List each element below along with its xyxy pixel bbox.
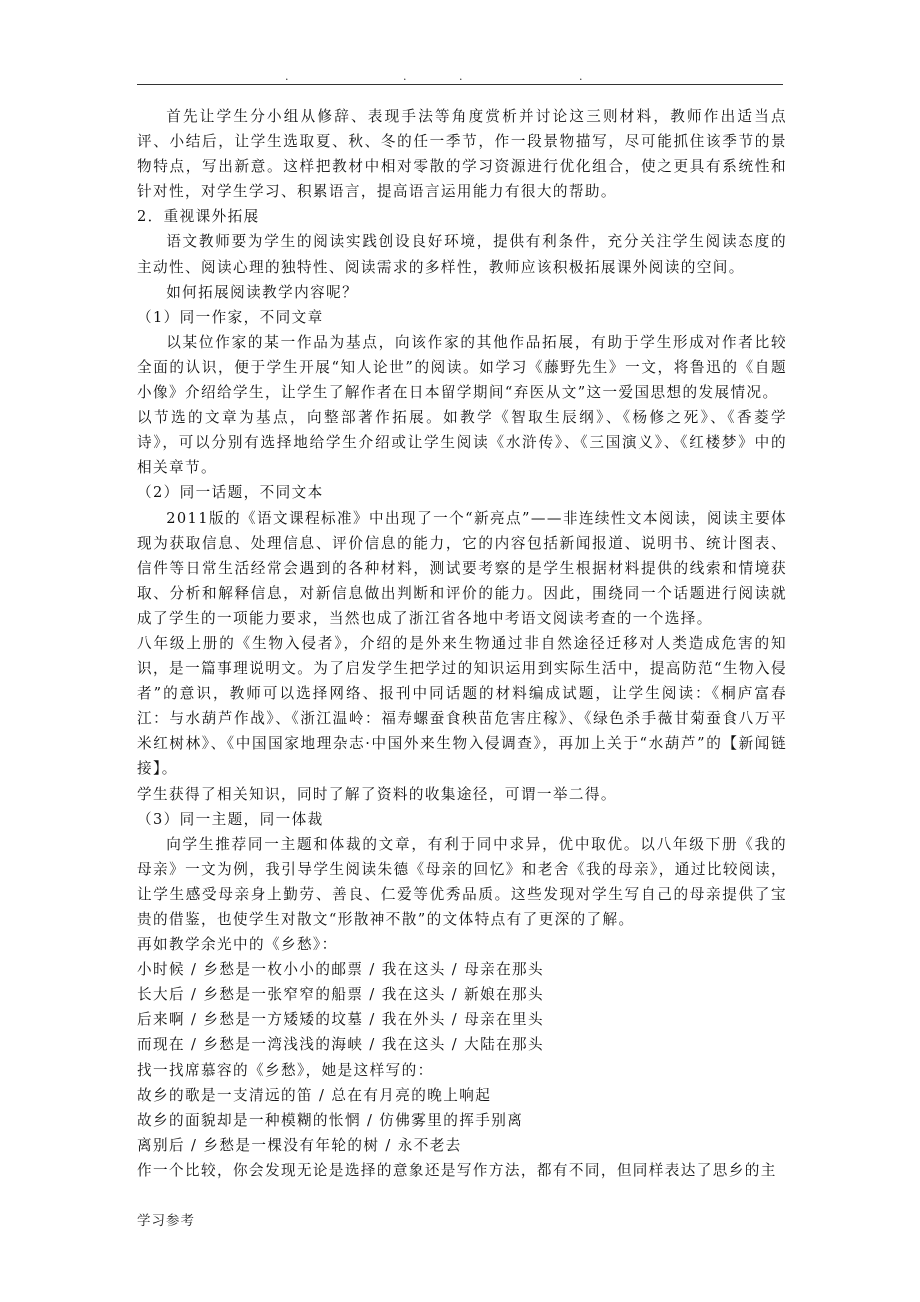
paragraph: （2）同一话题，不同文本 [137, 484, 324, 502]
paragraph: 如何拓展阅读教学内容呢？ [166, 283, 359, 301]
paragraph: 学生获得了相关知识，同时了解了资料的收集途径，可谓一举二得。 [137, 785, 617, 803]
header-dots [137, 72, 783, 82]
header-dot: . [579, 70, 583, 83]
paragraph: 故乡的歌是一支清远的笛 / 总在有月亮的晚上响起 [137, 1086, 492, 1104]
paragraph: 找一找席慕容的《乡愁》，她是这样写的： [137, 1061, 434, 1079]
paragraph: 再如教学余光中的《乡愁》： [137, 936, 338, 954]
paragraph: 2．重视课外拓展 [137, 208, 260, 226]
document-body [137, 104, 787, 1183]
page-header [137, 58, 783, 85]
paragraph: 后来啊 / 乡愁是一方矮矮的坟墓 / 我在外头 / 母亲在里头 [137, 1011, 545, 1029]
paragraph: （1）同一作家，不同文章 [137, 308, 324, 326]
paragraph: 而现在 / 乡愁是一湾浅浅的海峡 / 我在这头 / 大陆在那头 [137, 1036, 545, 1054]
paragraph: 八年级上册的《生物入侵者》，介绍的是外来生物通过非自然途径迁移对人类造成危害的知识，是一篇事理说明文。为了启发学生把学过的知识运用到实际生活中，提高防范“生物入侵者”的意识，教师可以选择网络、报刊中同话题的材料编成试题，让学生阅读：《桐庐富春江：与水葫芦作战》、《浙江温岭：福寿螺蚕食秧苗危害庄稼》、《绿色杀手薇甘菊蚕食八万平米红树林》、《中国国家地理杂志·中国外来生物入侵调查》，再加上关于“水葫芦”的【新闻链接】。 [137, 634, 787, 778]
paragraph: 故乡的面貌却是一种模糊的怅惘 / 仿佛雾里的挥手别离 [137, 1111, 524, 1129]
paragraph: 以某位作家的某一作品为基点，向该作家的其他作品拓展，有助于学生形成对作者比较全面的认识，便于学生开展“知人论世”的阅读。如学习《藤野先生》一文，将鲁迅的《自题小像》介绍给学生，让学生了解作者在日本留学期间“弃医从文”这一爱国思想的发展情况。 [137, 333, 787, 402]
header-dot: . [403, 70, 407, 83]
paragraph: 2011版的《语文课程标准》中出现了一个“新亮点”——非连续性文本阅读，阅读主要体现为获取信息、处理信息、评价信息的能力，它的内容包括新闻报道、说明书、统计图表、信件等日常生活经常会遇到的各种材料，测试要考察的是学生根据材料提供的线索和情境获取、分析和解释信息，对新信息做出判断和评价的能力。因此，围绕同一个话题进行阅读就成了学生的一项能力要求，当然也成了浙江省各地中考语文阅读考查的一个选择。 [137, 509, 787, 627]
paragraph: （3）同一主题，同一体裁 [137, 810, 324, 828]
paragraph: 语文教师要为学生的阅读实践创设良好环境，提供有利条件，充分关注学生阅读态度的主动性、阅读心理的独特性、阅读需求的多样性，教师应该积极拓展课外阅读的空间。 [137, 233, 787, 276]
page-footer: 学习参考 [137, 1213, 195, 1229]
paragraph: 作一个比较，你会发现无论是选择的意象还是写作方法，都有不同，但同样表达了思乡的主 [137, 1161, 777, 1179]
paragraph: 离别后 / 乡愁是一棵没有年轮的树 / 永不老去 [137, 1136, 462, 1154]
header-dot: . [459, 70, 463, 83]
header-dot: . [285, 70, 289, 83]
paragraph: 小时候 / 乡愁是一枚小小的邮票 / 我在这头 / 母亲在那头 [137, 961, 545, 979]
paragraph: 以节选的文章为基点，向整部著作拓展。如教学《智取生辰纲》、《杨修之死》、《香菱学诗》，可以分别有选择地给学生介绍或让学生阅读《水浒传》、《三国演义》、《红楼梦》中的相关章节。 [137, 409, 787, 477]
paragraph: 首先让学生分小组从修辞、表现手法等角度赏析并讨论这三则材料，教师作出适当点评、小结后，让学生选取夏、秋、冬的任一季节，作一段景物描写，尽可能抓住该季节的景物特点，写出新意。这样把教材中相对零散的学习资源进行优化组合，使之更具有系统性和针对性，对学生学习、积累语言，提高语言运用能力有很大的帮助。 [137, 108, 787, 201]
paragraph: 向学生推荐同一主题和体裁的文章，有利于同中求异，优中取优。以八年级下册《我的母亲》一文为例，我引导学生阅读朱德《母亲的回忆》和老舍《我的母亲》，通过比较阅读，让学生感受母亲身上勤劳、善良、仁爱等优秀品质。这些发现对学生写自己的母亲提供了宝贵的借鉴，也使学生对散文“形散神不散”的文体特点有了更深的了解。 [137, 835, 787, 928]
paragraph: 长大后 / 乡愁是一张窄窄的船票 / 我在这头 / 新娘在那头 [137, 986, 545, 1004]
